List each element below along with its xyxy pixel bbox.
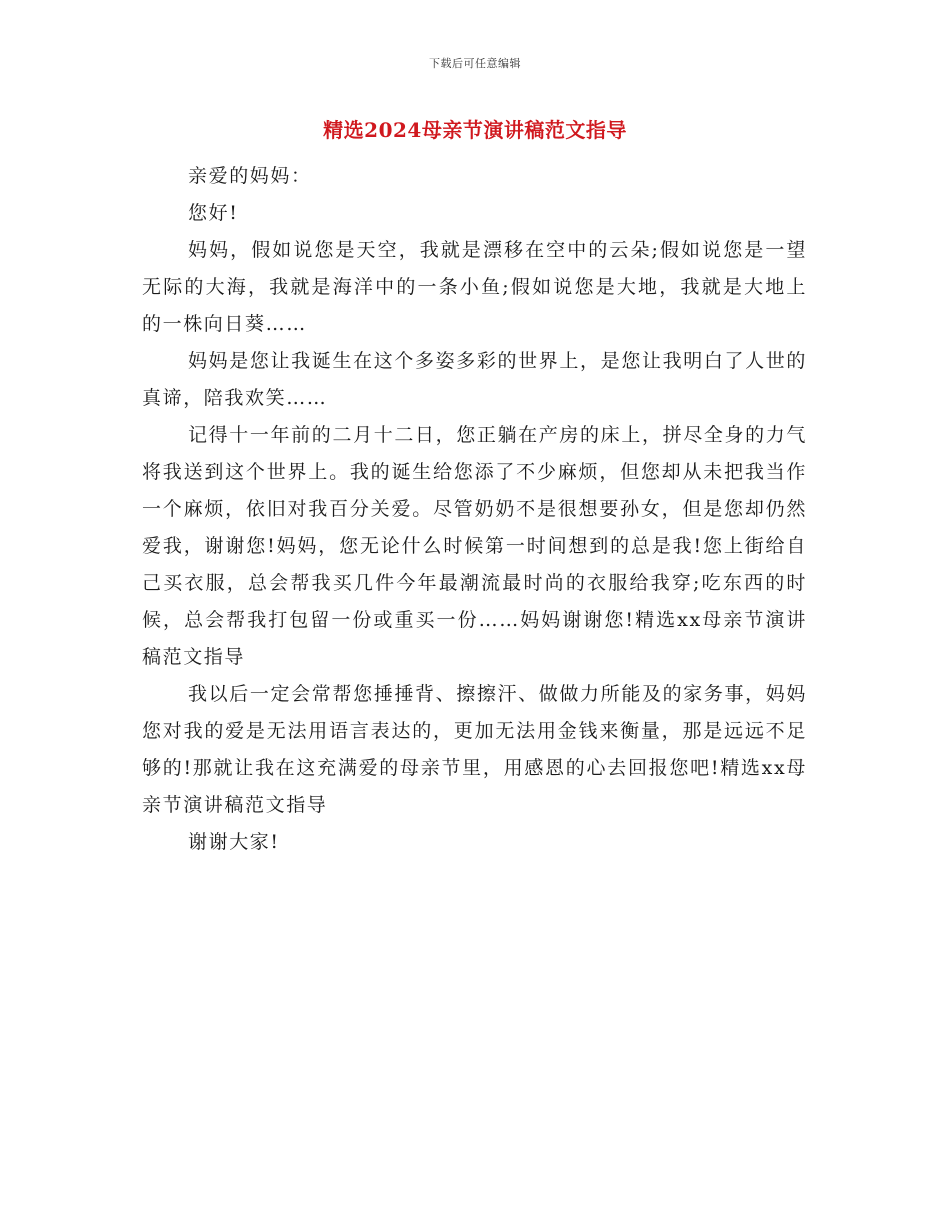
body-paragraph: 妈妈是您让我诞生在这个多姿多彩的世界上，是您让我明白了人世的真谛，陪我欢笑…… [142,350,807,409]
body-paragraph: 记得十一年前的二月十二日，您正躺在产房的床上，拼尽全身的力气将我送到这个世界上。我的诞生给您添了不少麻烦，但您却从未把我当作一个麻烦，依旧对我百分关爱。尽管奶奶不是很想要孙女，但是您却仍然爱我，谢谢您!妈妈，您无论什么时候第一时间想到的总是我!您上街给自己买衣服，总会帮我买几件今年最潮流最时尚的衣服给我穿;吃东西的时候，总会帮我打包留一份或重买一份……妈妈谢谢您!精选xx母亲节演讲稿范文指导 [142,424,807,668]
body-paragraph: 我以后一定会常帮您捶捶背、擦擦汗、做做力所能及的家务事，妈妈您对我的爱是无法用语言表达的，更加无法用金钱来衡量，那是远远不足够的!那就让我在这充满爱的母亲节里，用感恩的心去回报您吧!精选xx母亲节演讲稿范文指导 [142,683,807,816]
body-paragraph: 妈妈，假如说您是天空，我就是漂移在空中的云朵;假如说您是一望无际的大海，我就是海洋中的一条小鱼;假如说您是大地，我就是大地上的一株向日葵…… [142,239,807,335]
document-body [142,158,807,861]
page-header: 下载后可任意编辑 [429,57,521,70]
greeting: 您好! [188,202,239,224]
closing: 谢谢大家! [188,831,280,853]
document-title: 精选2024母亲节演讲稿范文指导 [323,118,627,142]
salutation: 亲爱的妈妈： [188,165,312,187]
